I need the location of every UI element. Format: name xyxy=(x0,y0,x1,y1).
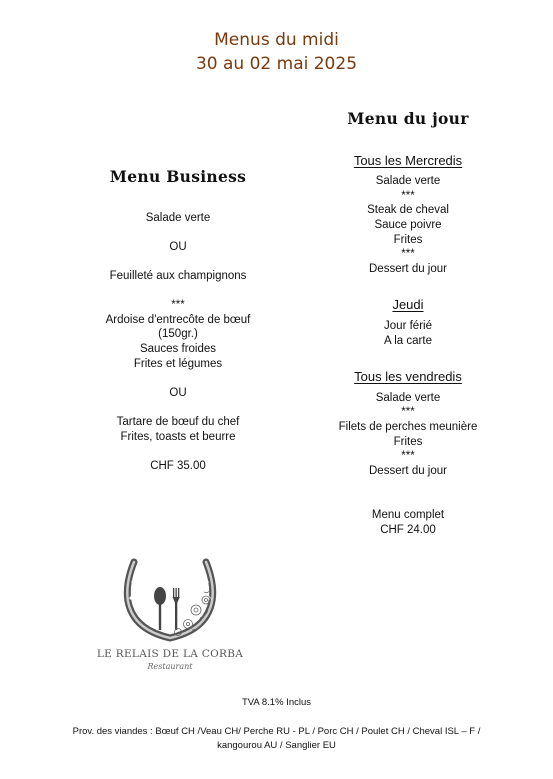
mercredi-line: Frites xyxy=(393,233,423,246)
page-header xyxy=(0,28,553,76)
mercredi-line: Steak de cheval xyxy=(367,204,449,217)
tva-note: TVA 8.1% Inclus xyxy=(242,697,311,708)
logo-tagline: Restaurant xyxy=(147,662,193,671)
jeudi-line: A la carte xyxy=(384,334,432,347)
logo-name: LE RELAIS DE LA CORBA xyxy=(96,648,244,660)
provenance-line-2: kangourou AU / Sanglier EU xyxy=(217,740,336,751)
vendredi-line: Salade verte xyxy=(375,391,441,404)
mercredi-line: Sauce poivre xyxy=(374,218,442,231)
meat-provenance xyxy=(40,725,513,753)
business-line: Frites, toasts et beurre xyxy=(120,430,236,443)
section-title-jeudi: Jeudi xyxy=(392,297,424,313)
jeudi-line: Jour férié xyxy=(384,319,432,332)
business-line: Salade verte xyxy=(145,211,211,224)
business-menu-title: Menu Business xyxy=(109,167,247,186)
mercredi-line: Dessert du jour xyxy=(369,262,447,275)
restaurant-logo xyxy=(96,552,244,687)
business-line: OU xyxy=(169,386,187,399)
vendredi-line: Filets de perches meunière xyxy=(338,420,478,433)
business-line: Sauces froides xyxy=(139,342,217,355)
page-title: Menus du midi xyxy=(214,30,339,50)
mercredi-line: Salade verte xyxy=(375,175,441,188)
vendredi-line: *** xyxy=(401,406,415,419)
section-title-vendredi: Tous les vendredis xyxy=(354,369,462,385)
business-line: Feuilleté aux champignons xyxy=(109,269,247,282)
business-line: Ardoise d'entrecôte de bœuf xyxy=(105,313,251,326)
mercredi-line: *** xyxy=(401,189,415,202)
vendredi-line: *** xyxy=(401,450,415,463)
business-line: OU xyxy=(169,240,187,253)
business-price: CHF 35.00 xyxy=(150,459,206,472)
menu-complet-label: Menu complet xyxy=(371,509,445,522)
daily-menu-title: Menu du jour xyxy=(347,109,469,128)
business-line: Frites et légumes xyxy=(133,357,223,370)
daily-menu xyxy=(308,109,508,537)
business-line: Tartare de bœuf du chef xyxy=(116,415,240,428)
date-range: 30 au 02 mai 2025 xyxy=(195,54,358,74)
business-line: *** xyxy=(171,299,185,312)
menu-complet-price: CHF 24.00 xyxy=(380,523,436,536)
mercredi-line: *** xyxy=(401,248,415,261)
business-menu xyxy=(60,167,296,473)
provenance-line-1: Prov. des viandes : Bœuf CH /Veau CH/ Perche RU - PL / Porc CH / Poulet CH / Cheval ISL – F / xyxy=(72,726,481,737)
vendredi-line: Frites xyxy=(393,435,423,448)
business-line: (150gr.) xyxy=(158,328,198,341)
vendredi-line: Dessert du jour xyxy=(369,464,447,477)
section-title-mercredi: Tous les Mercredis xyxy=(353,152,463,168)
